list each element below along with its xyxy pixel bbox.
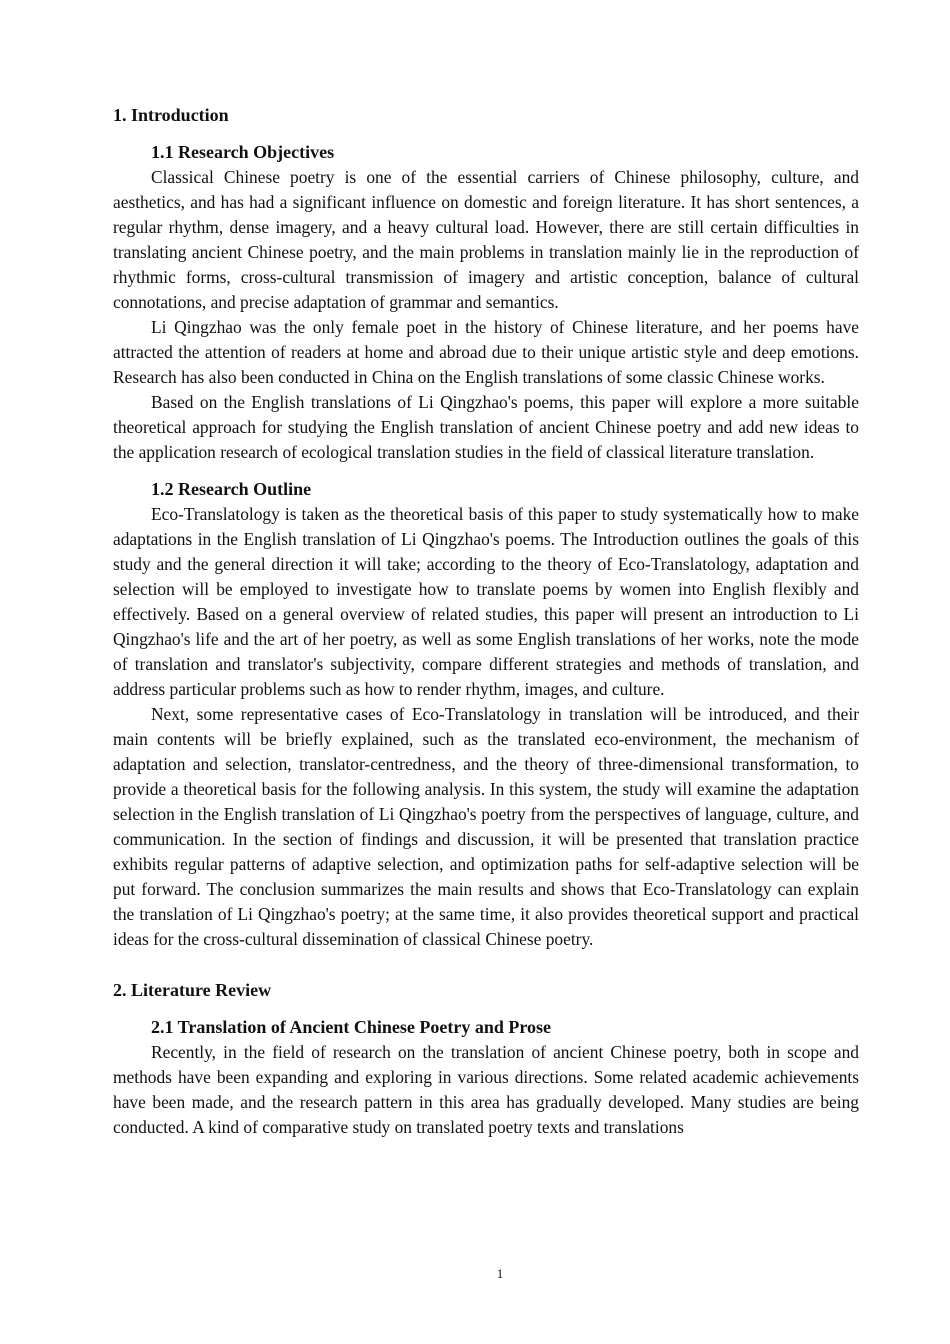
subsection-heading: 1.2 Research Outline — [151, 479, 312, 499]
section-heading: 2. Literature Review — [113, 980, 272, 1000]
subsection-heading: 1.1 Research Objectives — [151, 142, 335, 162]
subsection-translation-ancient-poetry — [113, 1015, 859, 1140]
section-literature-review — [113, 978, 859, 1140]
section-heading: 1. Introduction — [113, 105, 229, 125]
paragraph: Based on the English translations of Li Qingzhao's poems, this paper will explore a more suitable theoretical approach for studying the English translation of ancient Chinese poetry and add new ideas to the application research of ecological translation studies in the field of classical literature translation. — [113, 392, 859, 462]
paragraph: Li Qingzhao was the only female poet in the history of Chinese literature, and her poems have attracted the attention of readers at home and abroad due to their unique artistic style and deep emotions. Research has also been conducted in China on the English translations of some classic Chinese works. — [113, 317, 859, 387]
subsection-research-objectives — [113, 140, 859, 465]
page-number: 1 — [496, 1266, 504, 1281]
subsection-research-outline — [113, 477, 859, 952]
paragraph: Recently, in the field of research on the translation of ancient Chinese poetry, both in scope and methods have been expanding and exploring in various directions. Some related academic achievements have been made, and the research pattern in this area has gradually developed. Many studies are being conducted. A kind of comparative study on translated poetry texts and translations — [113, 1042, 859, 1137]
paper-page — [113, 103, 859, 1140]
subsection-heading: 2.1 Translation of Ancient Chinese Poetry and Prose — [151, 1017, 551, 1037]
paragraph: Next, some representative cases of Eco-Translatology in translation will be introduced, and their main contents will be briefly explained, such as the translated eco-environment, the mechanism of adaptation and selection, translator-centredness, and the theory of three-dimensional transformation, to provide a theoretical basis for the following analysis. In this system, the study will examine the adaptation selection in the English translation of Li Qingzhao's poetry from the perspectives of language, culture, and communication. In the section of findings and discussion, it will be presented that translation practice exhibits regular patterns of adaptive selection, and optimization paths for self-adaptive selection will be put forward. The conclusion summarizes the main results and shows that Eco-Translatology can explain the translation of Li Qingzhao's poetry; at the same time, it also provides theoretical support and practical ideas for the cross-cultural dissemination of classical Chinese poetry. — [113, 704, 859, 949]
paragraph: Classical Chinese poetry is one of the essential carriers of Chinese philosophy, culture, and aesthetics, and has had a significant influence on domestic and foreign literature. It has short sentences, a regular rhythm, dense imagery, and a heavy cultural load. However, there are still certain difficulties in translating ancient Chinese poetry, and the main problems in translation mainly lie in the reproduction of rhythmic forms, cross-cultural transmission of imagery and artistic conception, balance of cultural connotations, and precise adaptation of grammar and semantics. — [113, 167, 859, 312]
paragraph: Eco-Translatology is taken as the theoretical basis of this paper to study systematically how to make adaptations in the English translation of Li Qingzhao's poems. The Introduction outlines the goals of this study and the general direction it will take; according to the theory of Eco-Translatology, adaptation and selection will be employed to investigate how to translate poems by women into English flexibly and effectively. Based on a general overview of related studies, this paper will present an introduction to Li Qingzhao's life and the art of her poetry, as well as some English translations of her works, note the mode of translation and translator's subjectivity, compare different strategies and methods of translation, and address particular problems such as how to render rhythm, images, and culture. — [113, 504, 859, 699]
section-introduction — [113, 103, 859, 952]
